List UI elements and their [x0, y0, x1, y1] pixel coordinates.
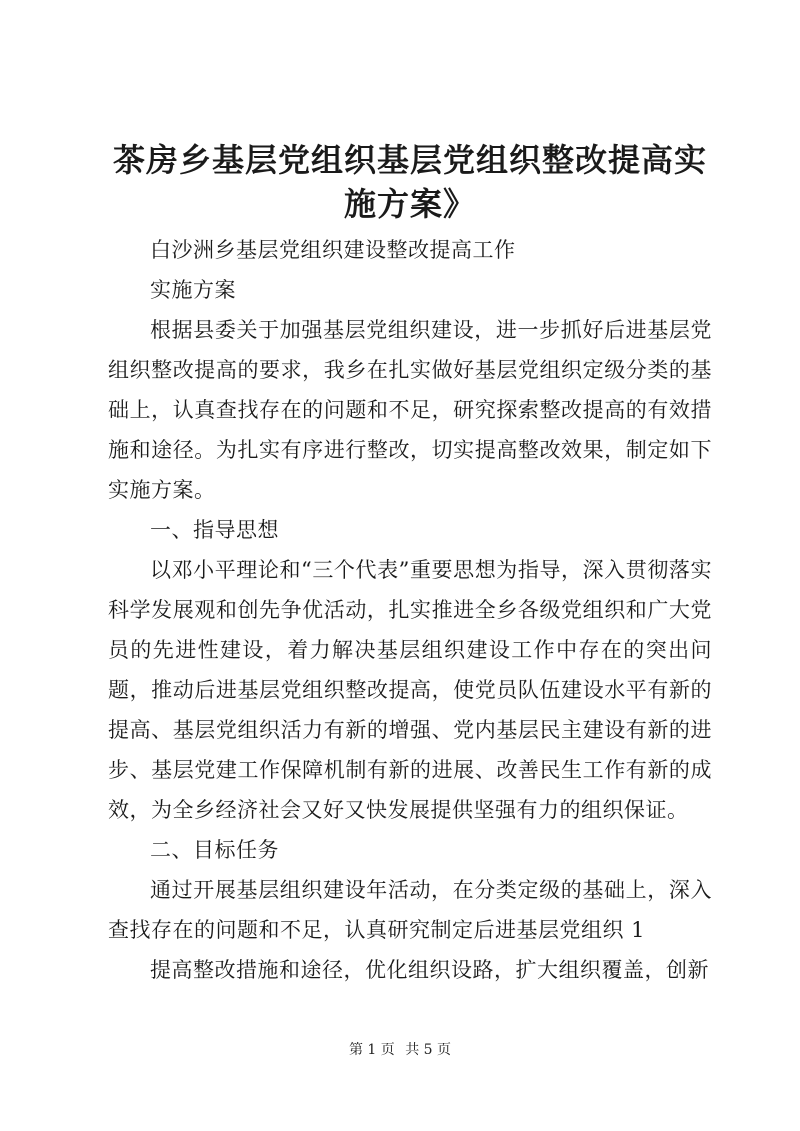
page-number: 第 1 页 [348, 1042, 395, 1058]
paragraph-guiding-ideology: 以邓小平理论和“三个代表”重要思想为指导，深入贯彻落实科学发展观和创先争优活动，扎实推进全乡各级党组织和广大党员的先进性建设，着力解决基层组织建设工作中存在的突出问题，推动后进基层党组织整改提高，使党员队伍建设水平有新的提高、基层党组织活力有新的增强、党内基层民主建设有新的进步、基层党建工作保障机制有新的进展、改善民生工作有新的成效，为全乡经济社会又好又快发展提供坚强有力的组织保证。 [108, 558, 712, 822]
paragraph-intro: 根据县委关于加强基层党组织建设，进一步抓好后进基层党组织整改提高的要求，我乡在扎实做好基层党组织定级分类的基础上，认真查找存在的问题和不足，研究探索整改提高的有效措施和途径。为扎实有序进行整改，切实提高整改效果，制定如下实施方案。 [108, 318, 712, 502]
paragraph-objectives: 通过开展基层组织建设年活动，在分类定级的基础上，深入查找存在的问题和不足，认真研究制定后进基层党组织 1 [108, 878, 712, 942]
paragraph-objectives-continued: 提高整改措施和途径，优化组织设路，扩大组织覆盖，创新 [150, 958, 709, 982]
document-title: 茶房乡基层党组织基层党组织整改提高实施方案》 [112, 141, 707, 223]
paragraph-subtitle-1: 白沙洲乡基层党组织建设整改提高工作 [150, 238, 516, 262]
page-footer [0, 1040, 800, 1060]
section-heading-guiding-ideology: 一、指导思想 [150, 518, 279, 542]
section-heading-objectives: 二、目标任务 [150, 838, 279, 862]
document-body [108, 230, 712, 990]
page-total: 共 5 页 [405, 1042, 452, 1058]
paragraph-subtitle-2: 实施方案 [150, 278, 236, 302]
